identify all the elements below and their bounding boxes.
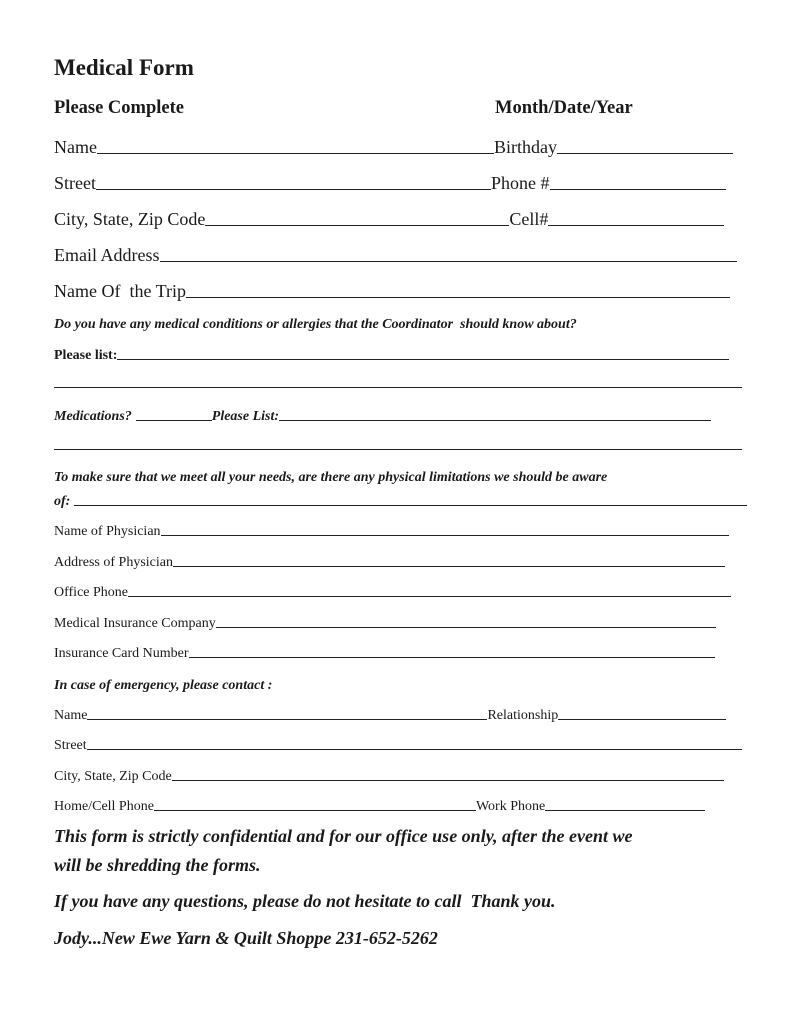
physician-name-label: Name of Physician (54, 524, 161, 539)
insurance-card-row (54, 642, 715, 662)
confidential-note-line1: This form is strictly confidential and for our office use only, after the event we (54, 826, 633, 846)
emergency-phone-row (54, 795, 705, 815)
conditions-question (54, 313, 577, 333)
medications-field-line2[interactable] (54, 449, 742, 450)
conditions-list-row (54, 344, 729, 364)
birthday-field[interactable] (557, 153, 733, 154)
limitations-question (54, 466, 607, 486)
email-row (54, 242, 737, 266)
conditions-question-text: Do you have any medical conditions or allergies that the Coordinator should know about? (54, 317, 577, 332)
street-field[interactable] (96, 189, 491, 190)
office-phone-row (54, 581, 731, 601)
medications-yesno-field[interactable] (136, 420, 212, 421)
subheading-please-complete: Please Complete (54, 98, 184, 118)
insurance-company-label: Medical Insurance Company (54, 616, 216, 631)
office-phone-field[interactable] (128, 596, 731, 597)
emergency-name-label: Name (54, 708, 88, 723)
insurance-company-row (54, 612, 716, 632)
conditions-field[interactable] (117, 359, 729, 360)
physician-name-field[interactable] (161, 535, 729, 536)
cell-label: Cell# (509, 209, 549, 229)
physician-address-field[interactable] (173, 566, 725, 567)
please-list-label: Please list: (54, 348, 118, 363)
conditions-field-line2[interactable] (54, 387, 742, 388)
street-label: Street (54, 173, 96, 193)
medications-list-field[interactable] (279, 420, 711, 421)
emergency-city-state-zip-field[interactable] (172, 780, 724, 781)
birthday-label: Birthday (493, 137, 557, 157)
medications-extra-row (54, 434, 742, 454)
insurance-card-field[interactable] (189, 657, 715, 658)
medications-list-label: Please List: (211, 409, 280, 424)
physician-address-label: Address of Physician (54, 555, 173, 570)
limitations-question-text: To make sure that we meet all your needs, are there any physical limitations we should be aware (54, 470, 608, 485)
trip-name-field[interactable] (186, 297, 730, 298)
emergency-street-row (54, 734, 742, 754)
emergency-name-field[interactable] (87, 719, 487, 720)
limitations-row (54, 490, 747, 510)
relationship-field[interactable] (558, 719, 726, 720)
email-field[interactable] (160, 261, 737, 262)
insurance-company-field[interactable] (216, 627, 716, 628)
emergency-heading (54, 674, 272, 694)
limitations-of-label: of: (54, 494, 71, 509)
relationship-label: Relationship (487, 708, 559, 723)
phone-label: Phone # (491, 173, 550, 193)
trip-name-label: Name Of the Trip (54, 281, 186, 301)
emergency-city-row (54, 765, 724, 785)
email-label: Email Address (54, 245, 160, 265)
questions-note: If you have any questions, please do not hesitate to call Thank you. (54, 891, 556, 911)
physician-name-row (54, 520, 729, 540)
street-phone-row (54, 170, 726, 194)
emergency-city-state-zip-label: City, State, Zip Code (54, 769, 172, 784)
city-state-zip-field[interactable] (205, 225, 509, 226)
cell-field[interactable] (548, 225, 724, 226)
subheading-date-format: Month/Date/Year (495, 98, 633, 118)
home-cell-phone-label: Home/Cell Phone (54, 799, 154, 814)
physician-address-row (54, 551, 725, 571)
city-cell-row (54, 206, 724, 230)
medications-label: Medications? (54, 409, 132, 424)
contact-info: Jody...New Ewe Yarn & Quilt Shoppe 231-652-5262 (54, 928, 438, 948)
emergency-heading-text: In case of emergency, please contact : (54, 678, 273, 693)
emergency-street-label: Street (54, 738, 87, 753)
work-phone-label: Work Phone (475, 799, 546, 814)
limitations-field[interactable] (74, 505, 747, 506)
name-field[interactable] (97, 153, 494, 154)
work-phone-field[interactable] (545, 810, 705, 811)
medications-row (54, 405, 711, 425)
emergency-street-field[interactable] (87, 749, 742, 750)
phone-field[interactable] (550, 189, 726, 190)
emergency-name-row (54, 704, 726, 724)
name-birthday-row (54, 134, 733, 158)
insurance-card-label: Insurance Card Number (54, 646, 189, 661)
trip-row (54, 278, 730, 302)
office-phone-label: Office Phone (54, 585, 128, 600)
name-label: Name (54, 137, 97, 157)
conditions-extra-row (54, 372, 742, 392)
page-title: Medical Form (54, 55, 194, 80)
city-state-zip-label: City, State, Zip Code (54, 209, 206, 229)
confidential-note-line2: will be shredding the forms. (54, 855, 261, 875)
home-cell-phone-field[interactable] (154, 810, 476, 811)
